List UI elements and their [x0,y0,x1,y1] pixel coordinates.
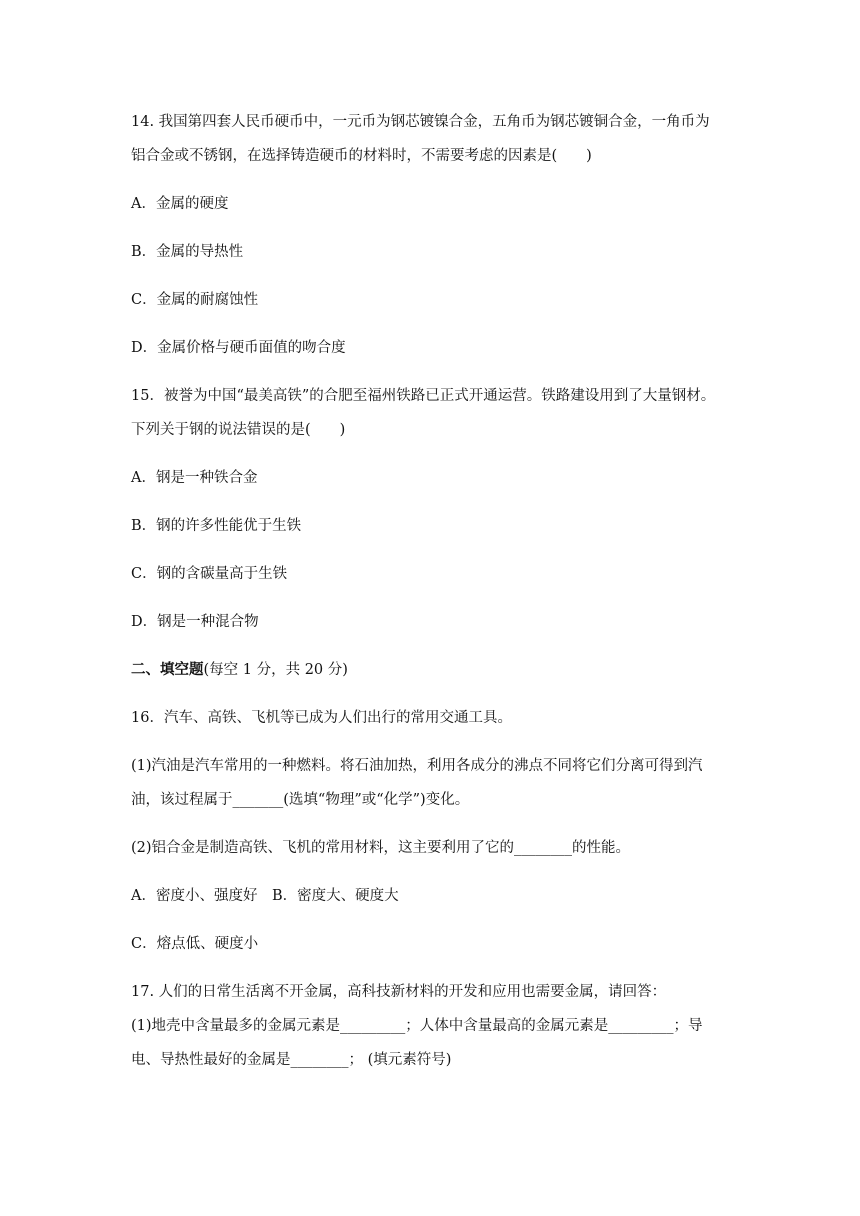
q16-part2: (2)铝合金是制造高铁、飞机的常用材料，这主要利用了它的________的性能。 [131,840,631,856]
section-score-note: (每空 1 分，共 20 分) [203,662,348,678]
q17-part1-line2: 电、导热性最好的金属是________； (填元素符号) [131,1052,452,1068]
q14-stem-line2: 铝合金或不锈钢，在选择铸造硬币的材料时，不需要考虑的因素是( ) [131,148,592,164]
q16-stem: 16．汽车、高铁、飞机等已成为人们出行的常用交通工具。 [131,710,512,726]
q15-option-b: B．钢的许多性能优于生铁 [131,518,302,534]
q15-option-a: A．钢是一种铁合金 [131,470,258,486]
q16-part1-line2: 油，该过程属于_______(选填“物理”或“化学”)变化。 [131,792,470,808]
q15-stem-line2: 下列关于钢的说法错误的是( ) [131,422,346,438]
q15-stem-line1: 15．被誉为中国“最美高铁”的合肥至福州铁路已正式开通运营。铁路建设用到了大量钢材。 [131,388,716,404]
q16-part1-line1: (1)汽油是汽车常用的一种燃料。将石油加热，利用各成分的沸点不同将它们分离可得到汽 [131,758,703,774]
q16-option-c: C．熔点低、硬度小 [131,936,259,952]
q14-option-c: C．金属的耐腐蚀性 [131,292,259,308]
q17-stem: 17. 人们的日常生活离不开金属，高科技新材料的开发和应用也需要金属，请回答： [131,984,667,1000]
section-heading [131,663,348,678]
q16-options-ab: A．密度小、强度好 B．密度大、硬度大 [131,888,399,904]
q14-option-b: B．金属的导热性 [131,244,244,260]
q17-part1-line1: (1)地壳中含量最多的金属元素是_________；人体中含量最高的金属元素是_________；导 [131,1018,703,1034]
q14-option-d: D．金属价格与硬币面值的吻合度 [131,340,346,356]
section-title: 二、填空题 [131,661,204,678]
q14-stem-line1: 14. 我国第四套人民币硬币中，一元币为钢芯镀镍合金，五角币为钢芯镀铜合金，一角币为 [131,114,710,130]
q15-option-c: C．钢的含碳量高于生铁 [131,566,288,582]
q15-option-d: D．钢是一种混合物 [131,614,259,630]
q14-option-a: A．金属的硬度 [131,196,229,212]
